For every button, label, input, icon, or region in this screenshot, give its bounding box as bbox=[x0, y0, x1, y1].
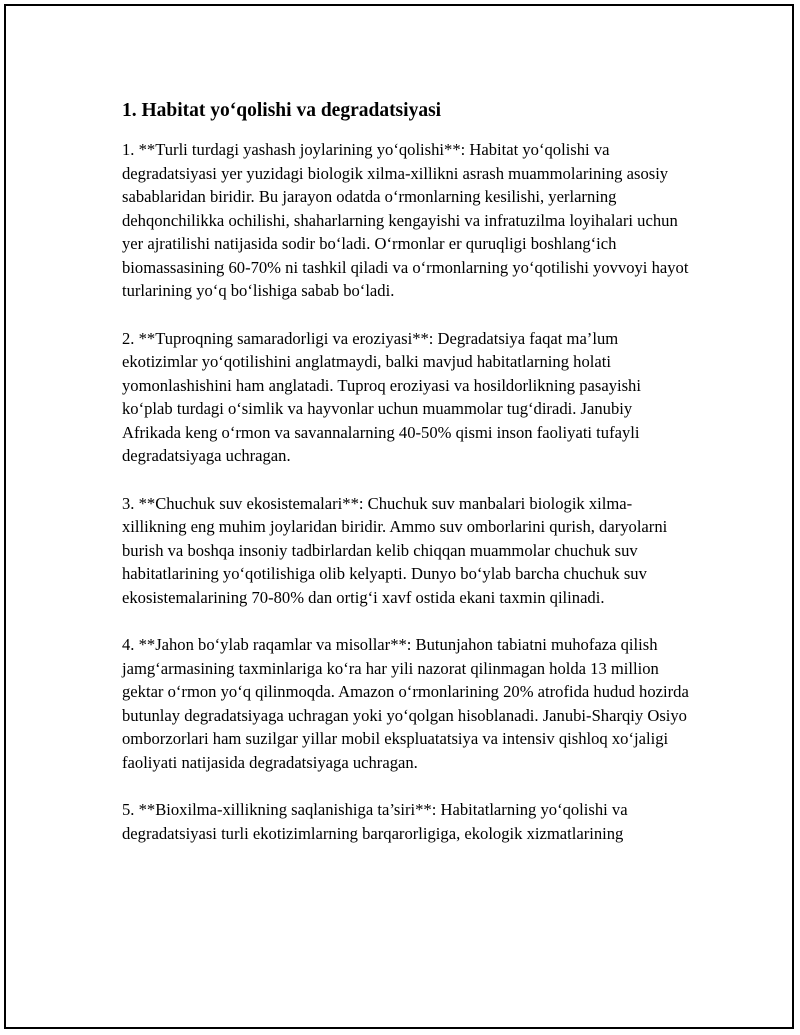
paragraph-habitat-loss: 1. **Turli turdagi yashash joylarining yo‘qolishi**: Habitat yo‘qolishi va degradatsiyasi yer yuzidagi biologik xilma-xillikni asrash muammolarining asosiy sabablaridan biridir. Bu jarayon odatda o‘rmonlarning kesilishi, yerlarning dehqonchilikka ochilishi, shaharlarning kengayishi va infratuzilma loyihalari uchun yer ajratilishi natijasida sodir bo‘ladi. O‘rmonlar er quruqligi boshlang‘ich biomassasining 60-70% ni tashkil qiladi va o‘rmonlarning yo‘qotilishi yovvoyi hayot turlarining yo‘q bo‘lishiga sabab bo‘ladi. bbox=[122, 140, 689, 300]
page-frame bbox=[4, 4, 794, 1029]
paragraph-soil-erosion: 2. **Tuproqning samaradorligi va eroziyasi**: Degradatsiya faqat ma’lum ekotizimlar yo‘qotilishini anglatmaydi, balki mavjud habitatlarning holati yomonlashishini ham anglatadi. Tuproq eroziyasi va hosildorlikning pasayishi ko‘plab turdagi o‘simlik va hayvonlar uchun muammolar tug‘diradi. Janubiy Afrikada keng o‘rmon va savannalarning 40-50% qismi inson faoliyati tufayli degradatsiyaga uchragan. bbox=[122, 328, 641, 465]
section-heading: 1. Habitat yo‘qolishi va degradatsiyasi bbox=[122, 100, 442, 121]
paragraph-global-figures: 4. **Jahon bo‘ylab raqamlar va misollar**: Butunjahon tabiatni muhofaza qilish jamg‘armasining taxminlariga ko‘ra har yili nazorat qilinmagan holda 13 million gektar o‘rmon yo‘q qilinmoqda. Amazon o‘rmonlarining 20% atrofida hudud hozirda butunlay degradatsiyaga uchragan yoki yo‘qolgan hisoblanadi. Janubi-Sharqiy Osiyo omborzorlari ham suzilgar yillar mobil ekspluatatsiya va intensiv qishloq xo‘jaligi faoliyati natijasida degradatsiyaga uchragan. bbox=[122, 635, 689, 772]
paragraph-biodiversity-impact: 5. **Bioxilma-xillikning saqlanishiga ta’siri**: Habitatlarning yo‘qolishi va degradatsiyasi turli ekotizimlarning barqarorligiga, ekologik xizmatlarining bbox=[122, 800, 628, 843]
document-body bbox=[122, 98, 694, 869]
paragraph-freshwater: 3. **Chuchuk suv ekosistemalari**: Chuchuk suv manbalari biologik xilma-xillikning eng muhim joylaridan biridir. Ammo suv omborlarini qurish, daryolarni burish va boshqa insoniy tadbirlardan kelib chiqqan muammolar chuchuk suv habitatlarining yo‘qotilishiga olib kelyapti. Dunyo bo‘ylab barcha chuchuk suv ekosistemalarining 70-80% dan ortig‘i xavf ostida ekani taxmin qilinadi. bbox=[122, 493, 668, 607]
